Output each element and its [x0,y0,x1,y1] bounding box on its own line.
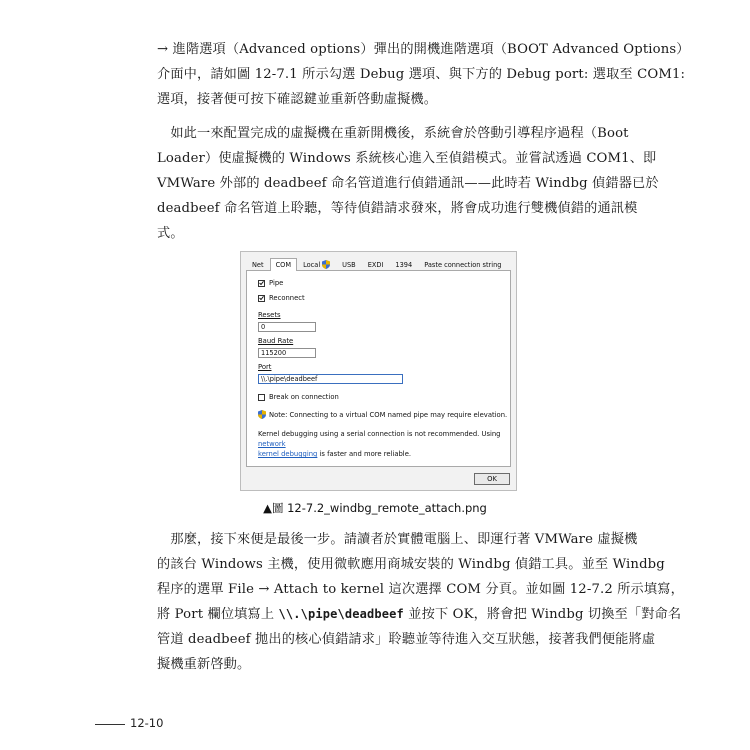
text-line: 介面中，請如圖 12-7.1 所示勾選 Debug 選項、與下方的 Debug port: 選取至 COM1: [157,67,686,82]
text-line: 如此一來配置完成的虛擬機在重新開機後，系統會於啓動引導程序過程（Boot [157,126,629,141]
text-line: 式。 [157,226,184,241]
resets-label: Resets [258,311,281,319]
text-line: VMWare 外部的 deadbeef 命名管道進行偵錯通訊——此時若 Windbg 偵錯器已於 [157,176,659,191]
tab-net[interactable] [246,258,270,270]
break-on-connection-label: Break on connection [269,393,339,401]
kernel-notice-text: Kernel debugging using a serial connection is not recommended. Using [258,430,501,438]
elevation-note [258,410,507,419]
kernel-debugging-link[interactable]: kernel debugging [258,450,318,458]
tab-label: Local [303,260,321,269]
text-line: 管道 deadbeef 拋出的核心偵錯請求」聆聽並等待進入交互狀態，接著我們便能將虛 [157,632,656,647]
text-line: Loader）使虛擬機的 Windows 系統核心進入至偵錯模式。並嘗試透過 COM1、即 [157,151,657,166]
page-number: 12-10 [130,716,164,730]
uac-shield-icon [258,410,266,419]
text-line: 選項，接著便可按下確認鍵並重新啓動虛擬機。 [157,92,438,107]
text-fragment: 將 Port 欄位填寫上 [157,607,279,622]
resets-input[interactable]: 0 [258,322,316,332]
break-on-connection-checkbox[interactable] [258,394,265,401]
kernel-debugging-notice [258,429,508,459]
tab-label: COM [275,261,292,269]
checkmark-icon [259,280,264,286]
checkmark-icon [259,295,264,301]
paragraph-windbg-steps [157,527,684,677]
figure-caption: ▲圖 12-7.2_windbg_remote_attach.png [263,501,487,515]
reconnect-label: Reconnect [269,294,305,302]
baud-rate-label: Baud Rate [258,337,294,345]
text-line: 程序的選單 File → Attach to kernel 這次選擇 COM 分頁。並如圖 12-7.2 所示填寫， [157,582,684,597]
port-label: Port [258,363,272,371]
kernel-notice-text: is faster and more reliable. [317,450,412,458]
tab-paste-connection-string[interactable] [418,258,507,270]
tab-1394[interactable] [389,258,418,270]
tab-com[interactable] [270,258,297,271]
text-fragment: 並按下 OK，將會把 Windbg 切換至「對命名 [403,607,682,622]
text-line: 的該台 Windows 主機，使用微軟應用商城安裝的 Windbg 偵錯工具。並至 Windbg [157,557,665,572]
network-link[interactable]: network [258,440,286,448]
pipe-checkbox[interactable] [258,280,265,287]
pipe-label: Pipe [269,279,284,287]
com-settings-panel [246,270,511,467]
tab-label: USB [342,260,356,269]
windbg-attach-dialog [240,251,517,491]
tab-label: Paste connection string [424,260,502,269]
ok-button[interactable]: OK [474,473,510,485]
text-line: 擬機重新啓動。 [157,657,251,672]
tab-local[interactable] [297,258,336,270]
tab-exdi[interactable] [362,258,390,270]
elevation-note-text: Note: Connecting to a virtual COM named pipe may require elevation. [269,410,508,419]
paragraph-boot-loader [157,121,659,246]
baud-rate-input[interactable]: 115200 [258,348,316,358]
pipe-path-code: \\.\pipe\deadbeef [278,607,404,621]
text-line [157,602,682,627]
paragraph-advanced-options [157,37,690,112]
reconnect-option[interactable] [258,294,305,302]
tab-label: 1394 [395,260,413,269]
text-line: 那麼，接下來便是最後一步。請讀者於實體電腦上、即運行著 VMWare 虛擬機 [157,532,638,547]
tab-label: EXDI [367,260,384,269]
pipe-option[interactable] [258,279,283,287]
text-line: → 進階選項（Advanced options）彈出的開機進階選項（BOOT Advanced Options） [157,42,690,57]
tab-usb[interactable] [336,258,362,270]
tab-label: Net [252,260,264,269]
text-line: deadbeef 命名管道上聆聽，等待偵錯請求發來，將會成功進行雙機偵錯的通訊模 [157,201,638,216]
break-on-connection-option[interactable] [258,393,339,401]
port-input[interactable]: \\.\pipe\deadbeef [258,374,403,384]
reconnect-checkbox[interactable] [258,295,265,302]
uac-shield-icon [322,260,330,269]
footer-rule [95,724,125,725]
